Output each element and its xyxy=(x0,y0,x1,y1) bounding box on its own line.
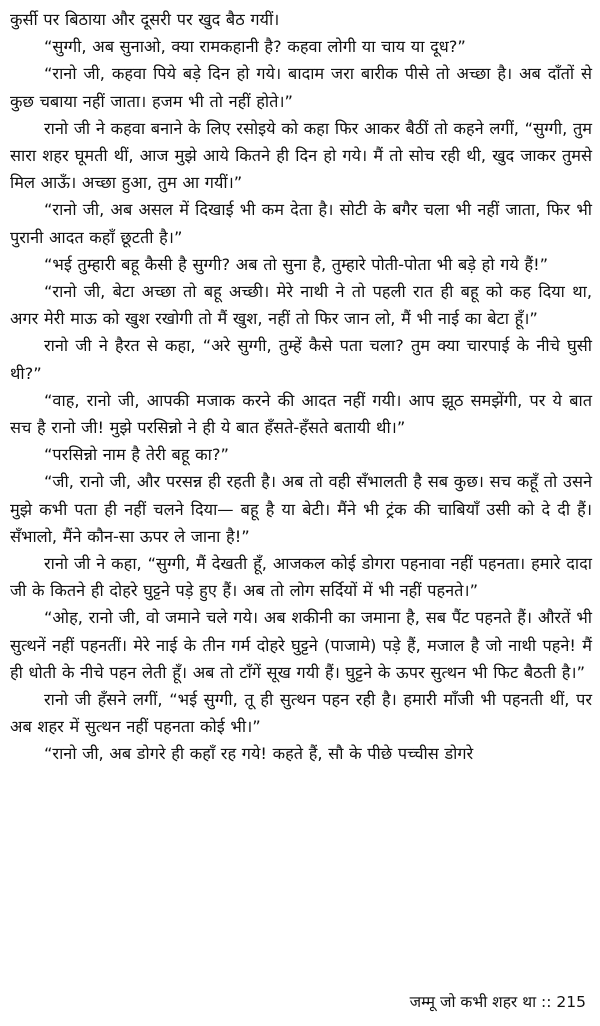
paragraph: रानो जी ने कहवा बनाने के लिए रसोइये को कहा फिर आकर बैठीं तो कहने लगीं, “सुग्गी, तुम सारा शहर घूमती थीं, आज मुझे आये कितने ही दिन हो गये। मैं तो सोच रही थी, खुद जाकर तुमसे मिल आऊँ। अच्छा हुआ, तुम आ गयीं।” xyxy=(10,118,592,193)
paragraph: “परसिन्नो नाम है तेरी बहू का?” xyxy=(44,445,229,465)
page-body xyxy=(10,6,592,768)
page-footer: जम्मू जो कभी शहर था :: 215 xyxy=(409,993,586,1011)
paragraph: “रानो जी, अब डोगरे ही कहाँ रह गये! कहते हैं, सौ के पीछे पच्चीस डोगरे xyxy=(44,744,474,764)
paragraph: “रानो जी, अब असल में दिखाई भी कम देता है। सोटी के बगैर चला भी नहीं जाता, फिर भी पुरानी आदत कहाँ छूटती है।” xyxy=(10,200,592,247)
paragraph: “रानो जी, कहवा पिये बड़े दिन हो गये। बादाम जरा बारीक पीसे तो अच्छा है। अब दाँतों से कुछ चबाया नहीं जाता। हजम भी तो नहीं होते।” xyxy=(10,64,592,111)
paragraph: कुर्सी पर बिठाया और दूसरी पर खुद बैठ गयीं। xyxy=(10,10,280,29)
paragraph: “जी, रानो जी, और परसन्न ही रहती है। अब तो वही सँभालती है सब कुछ। सच कहूँ तो उसने मुझे कभी पता ही नहीं चलने दिया— बहू है या बेटी। मैंने भी ट्रंक की चाबियाँ उसी को दे दी हैं। सँभालो, मैंने कौन-सा ऊपर ले जाना है!” xyxy=(10,472,592,546)
paragraph: “भई तुम्हारी बहू कैसी है सुग्गी? अब तो सुना है, तुम्हारे पोती-पोता भी बड़े हो गये हैं!” xyxy=(44,254,549,274)
paragraph: रानो जी ने कहा, “सुग्गी, मैं देखती हूँ, आजकल कोई डोगरा पहनावा नहीं पहनता। हमारे दादा जी के कितने ही दोहरे घुट्टने पड़े हुए हैं। अब तो लोग सर्दियों में भी नहीं पहनते।” xyxy=(10,554,592,601)
paragraph: रानो जी हँसने लगीं, “भई सुग्गी, तू ही सुत्थन पहन रही है। हमारी माँजी भी पहनती थीं, पर अब शहर में सुत्थन नहीं पहनता कोई भी।” xyxy=(10,690,592,737)
paragraph: “रानो जी, बेटा अच्छा तो बहू अच्छी। मेरे नाथी ने तो पहली रात ही बहू को कह दिया था, अगर मेरी माऊ को खुश रखोगी तो मैं खुश, नहीं तो फिर जान लो, मैं भी नाई का बेटा हूँ।” xyxy=(10,282,592,329)
paragraph: रानो जी ने हैरत से कहा, “अरे सुग्गी, तुम्हें कैसे पता चला? तुम क्या चारपाई के नीचे घुसी थी?” xyxy=(10,336,592,383)
paragraph: “वाह, रानो जी, आपकी मजाक करने की आदत नहीं गयी। आप झूठ समझेंगी, पर ये बात सच है रानो जी! मुझे परसिन्नो ने ही ये बात हँसते-हँसते बतायी थी।” xyxy=(10,390,592,438)
paragraph: “सुग्गी, अब सुनाओ, क्या रामकहानी है? कहवा लोगी या चाय या दूध?” xyxy=(44,37,466,57)
paragraph: “ओह, रानो जी, वो जमाने चले गये। अब शकीनी का जमाना है, सब पैंट पहनते हैं। औरतें भी सुत्थनें नहीं पहनतीं। मेरे नाई के तीन गर्म दोहरे घुट्टने (पाजामे) पड़े हैं, मजाल है जो नाथी पहने! मैं ही धोती के नीचे पहन लेती हूँ। अब तो टाँगें सूख गयी हैं। घुट्टने के ऊपर सुत्थन भी फिट बैठती है।” xyxy=(10,608,592,682)
